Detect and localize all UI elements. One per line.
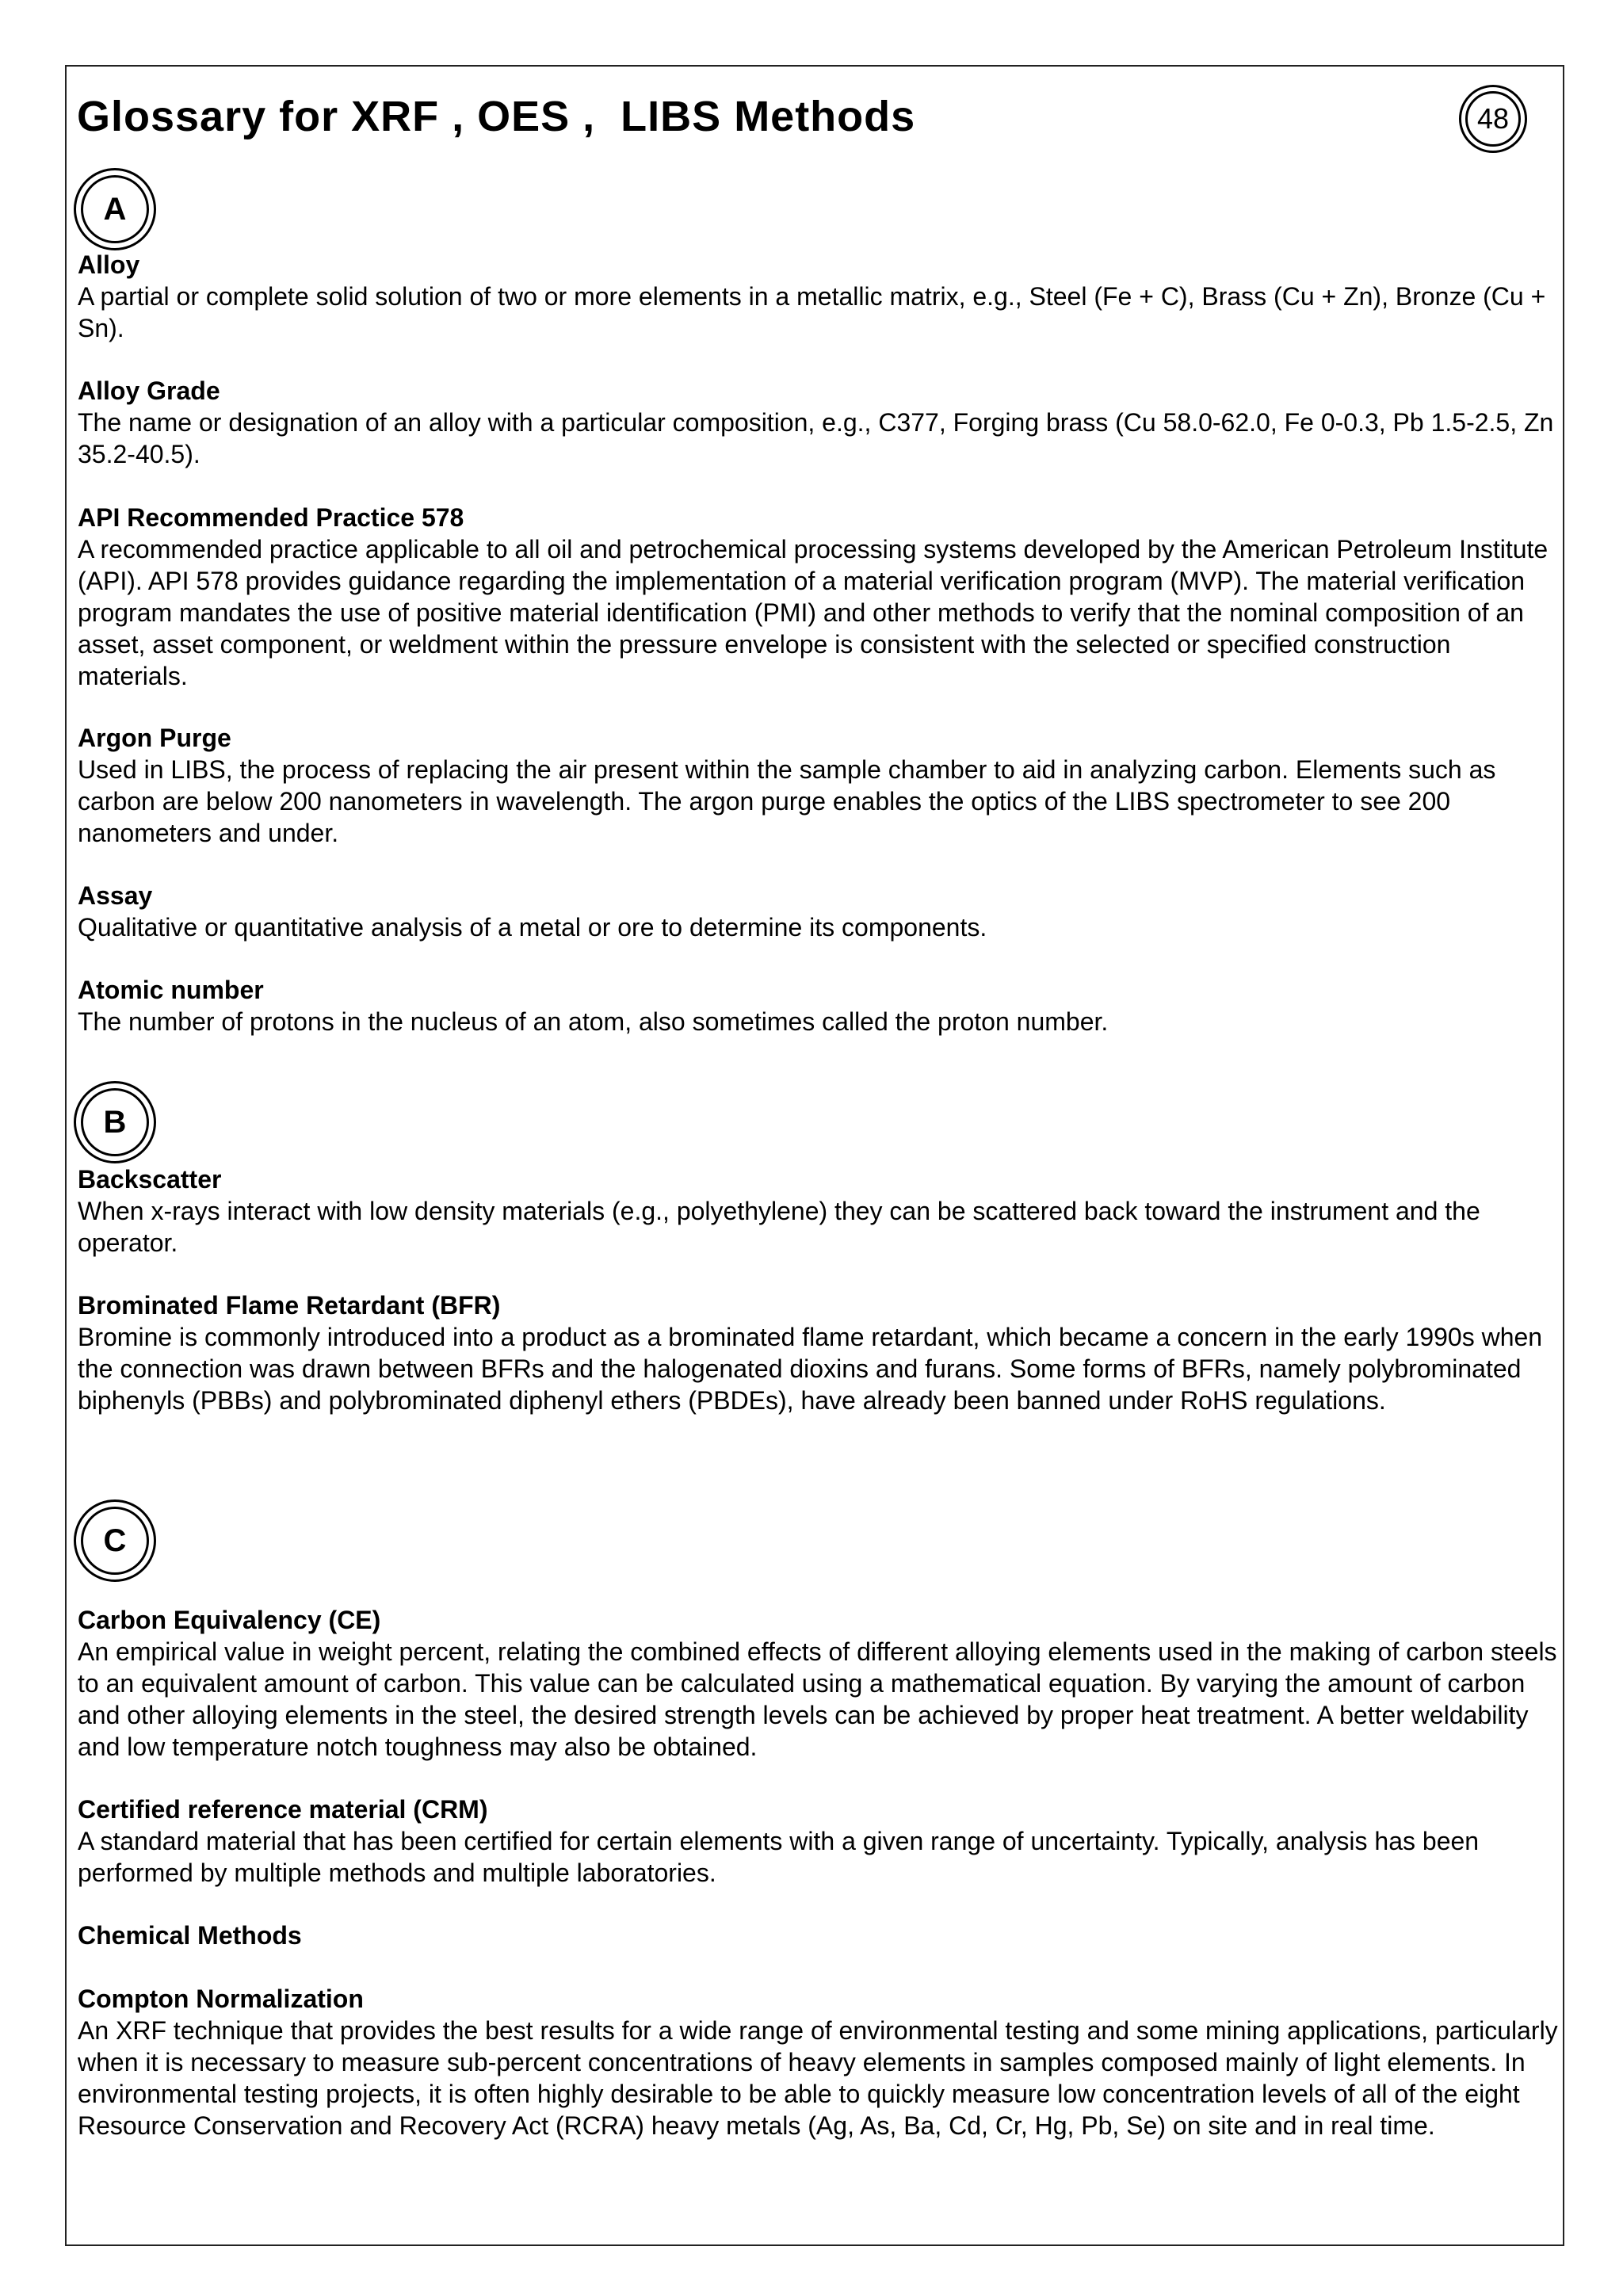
section-letter-badge-c bbox=[74, 1499, 156, 1582]
glossary-definition: Used in LIBS, the process of replacing the air present within the sample chamber to aid in analyzing carbon. Elements such as carbon are below 200 nanometers in wavelength. The argon purge enables the optics of the LIBS spectrometer to see 200 nanometers and under. bbox=[78, 755, 1496, 847]
glossary-term: Backscatter bbox=[78, 1165, 222, 1194]
glossary-entry-carbon-equivalency bbox=[78, 1604, 1560, 1763]
glossary-term: Brominated Flame Retardant (BFR) bbox=[78, 1291, 501, 1320]
glossary-definition: An empirical value in weight percent, relating the combined effects of different alloying elements used in the making of carbon steels to an equivalent amount of carbon. This value can be calculated using a mathematical equation. By varying the amount of carbon and other alloying elements in the steel, the desired strength levels can be achieved by proper heat treatment. A better weldability and low temperature notch toughness may also be obtained. bbox=[78, 1637, 1557, 1761]
glossary-definition: A partial or complete solid solution of two or more elements in a metallic matrix, e.g., Steel (Fe + C), Brass (Cu + Zn), Bronze (Cu + Sn). bbox=[78, 282, 1546, 342]
glossary-term: Alloy Grade bbox=[78, 376, 220, 405]
page-title: Glossary for XRF , OES , LIBS Methods bbox=[77, 93, 916, 140]
section-letter: A bbox=[81, 175, 149, 243]
glossary-entry-chemical-methods bbox=[78, 1920, 1560, 1951]
glossary-term: Atomic number bbox=[78, 976, 264, 1004]
glossary-term: Compton Normalization bbox=[78, 1985, 364, 2013]
glossary-definition: The name or designation of an alloy with a particular composition, e.g., C377, Forging brass (Cu 58.0-62.0, Fe 0-0.3, Pb 1.5-2.5, Zn 35.2-40.5). bbox=[78, 408, 1554, 468]
glossary-entry-assay bbox=[78, 880, 1560, 943]
glossary-term: Assay bbox=[78, 881, 153, 910]
glossary-definition: A recommended practice applicable to all oil and petrochemical processing systems developed by the American Petroleum Institute (API). API 578 provides guidance regarding the implementation of a material verification program (MVP). The material verification program mandates the use of positive material identification (PMI) and other methods to verify that the nominal composition of an asset, asset component, or weldment within the pressure envelope is consistent with the selected or specified construction materials. bbox=[78, 535, 1549, 690]
glossary-entry-crm bbox=[78, 1794, 1560, 1889]
glossary-entry-bfr bbox=[78, 1289, 1560, 1416]
glossary-entry-argon-purge bbox=[78, 722, 1560, 849]
glossary-definition: Bromine is commonly introduced into a product as a brominated flame retardant, which became a concern in the early 1990s when the connection was drawn between BFRs and the halogenated dioxins and furans. Some forms of BFRs, namely polybrominated biphenyls (PBBs) and polybrominated diphenyl ethers (PBDEs), have already been banned under RoHS regulations. bbox=[78, 1323, 1543, 1415]
glossary-term: Alloy bbox=[78, 250, 140, 279]
glossary-term: Chemical Methods bbox=[78, 1921, 302, 1950]
glossary-term: API Recommended Practice 578 bbox=[78, 503, 464, 532]
page-number-badge bbox=[1459, 85, 1527, 153]
glossary-term: Carbon Equivalency (CE) bbox=[78, 1606, 381, 1634]
glossary-definition: A standard material that has been certified for certain elements with a given range of uncertainty. Typically, analysis has been performed by multiple methods and multiple laboratories. bbox=[78, 1827, 1480, 1887]
glossary-entry-alloy-grade bbox=[78, 375, 1560, 470]
section-letter-badge-b bbox=[74, 1081, 156, 1163]
glossary-entry-compton-normalization bbox=[78, 1983, 1560, 2141]
section-letter-badge-a bbox=[74, 168, 156, 250]
glossary-definition: An XRF technique that provides the best results for a wide range of environmental testing and some mining applications, particularly when it is necessary to measure sub-percent concentrations of heavy elements in samples composed mainly of light elements. In environmental testing projects, it is often highly desirable to be able to quickly measure low concentration levels of all of the eight Resource Conservation and Recovery Act (RCRA) heavy metals (Ag, As, Ba, Cd, Cr, Hg, Pb, Se) on site and in real time. bbox=[78, 2016, 1558, 2140]
glossary-definition: The number of protons in the nucleus of an atom, also sometimes called the proton number. bbox=[78, 1007, 1109, 1036]
glossary-entry-atomic-number bbox=[78, 974, 1560, 1037]
section-letter: C bbox=[81, 1507, 149, 1575]
section-letter: B bbox=[81, 1088, 149, 1156]
glossary-definition: When x-rays interact with low density materials (e.g., polyethylene) they can be scattered back toward the instrument and the operator. bbox=[78, 1197, 1480, 1257]
glossary-term: Certified reference material (CRM) bbox=[78, 1795, 488, 1824]
glossary-entry-alloy bbox=[78, 249, 1560, 344]
glossary-definition: Qualitative or quantitative analysis of a metal or ore to determine its components. bbox=[78, 913, 987, 942]
glossary-entry-backscatter bbox=[78, 1163, 1560, 1259]
glossary-term: Argon Purge bbox=[78, 724, 231, 752]
glossary-entry-api-578 bbox=[78, 502, 1560, 692]
page-number: 48 bbox=[1465, 91, 1521, 147]
